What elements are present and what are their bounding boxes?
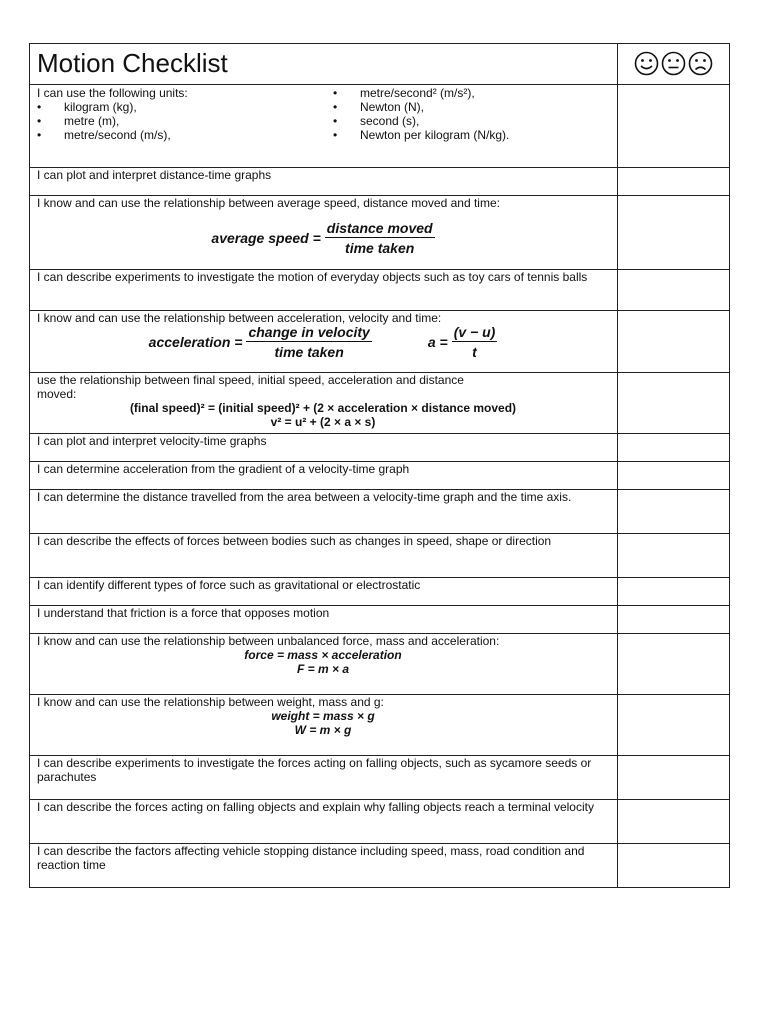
checklist-table — [29, 43, 730, 888]
statement-cell — [30, 373, 618, 434]
tick-box[interactable] — [618, 196, 730, 270]
average-speed-formula — [37, 221, 609, 255]
statement: I can plot and interpret velocity-time graphs — [30, 434, 618, 462]
formula-denominator: t — [472, 344, 477, 360]
page-title: Motion Checklist — [37, 48, 228, 78]
checklist-row — [30, 196, 730, 270]
tick-box[interactable] — [618, 756, 730, 800]
statement: I can identify different types of force such as gravitational or electrostatic — [30, 578, 618, 606]
checklist-row — [30, 168, 730, 196]
units-column-1 — [37, 100, 333, 142]
statement: I know and can use the relationship between unbalanced force, mass and acceleration: — [37, 634, 500, 648]
formula-numerator: (v − u) — [453, 324, 496, 340]
statement: use the relationship between final speed, initial speed, acceleration and distance moved: — [37, 373, 464, 401]
checklist-row — [30, 434, 730, 462]
tick-box[interactable] — [618, 434, 730, 462]
tick-box[interactable] — [618, 578, 730, 606]
unit-item: • kilogram (kg), — [37, 100, 333, 114]
tick-box[interactable] — [618, 311, 730, 373]
statement: I know and can use the relationship between weight, mass and g: — [37, 695, 384, 709]
formula-lhs: average speed = — [211, 230, 321, 246]
units-intro: I can use the following units: — [37, 86, 188, 100]
statement: I can describe experiments to investigate the motion of everyday objects such as toy cars of tennis balls — [30, 270, 618, 311]
speed-formula: (final speed)² = (initial speed)² + (2 × acceleration × distance moved) — [129, 401, 517, 415]
unit-item: • metre/second (m/s), — [37, 128, 333, 142]
tick-box[interactable] — [618, 800, 730, 844]
checklist-row — [30, 462, 730, 490]
neutral-face-icon — [661, 51, 686, 76]
tick-box[interactable] — [618, 634, 730, 695]
title-cell — [30, 44, 618, 85]
tick-box[interactable] — [618, 168, 730, 196]
checklist-row — [30, 534, 730, 578]
force-formula: force = mass × acceleration — [244, 648, 402, 662]
checklist-row — [30, 800, 730, 844]
tick-box[interactable] — [618, 695, 730, 756]
statement-cell — [30, 634, 618, 695]
tick-box[interactable] — [618, 85, 730, 168]
checklist-row — [30, 844, 730, 888]
checklist-row — [30, 578, 730, 606]
sad-face-icon — [688, 51, 713, 76]
header-row — [30, 44, 730, 85]
unit-item: • second (s), — [333, 114, 509, 128]
formula-fraction — [325, 221, 435, 255]
units-column-2 — [333, 86, 509, 142]
checklist-row — [30, 490, 730, 534]
speed-formula-symbols: v² = u² + (2 × a × s) — [270, 415, 376, 429]
acceleration-formula — [37, 325, 609, 359]
formula-denominator: time taken — [345, 240, 415, 256]
checklist-row — [30, 85, 730, 168]
statement: I know and can use the relationship between average speed, distance moved and time: — [37, 196, 500, 210]
checklist-row — [30, 634, 730, 695]
unit-item: • metre/second² (m/s²), — [333, 86, 509, 100]
tick-box[interactable] — [618, 534, 730, 578]
checklist-sheet — [29, 43, 730, 888]
statement-cell — [30, 695, 618, 756]
statement: I can describe the forces acting on falling objects and explain why falling objects reach a terminal velocity — [30, 800, 618, 844]
statement: I can determine the distance travelled from the area between a velocity-time graph and the time axis. — [30, 490, 618, 534]
statement-cell — [30, 196, 618, 270]
formula-numerator: distance moved — [326, 220, 433, 236]
force-formula-symbols: F = m × a — [296, 662, 350, 676]
weight-formula: weight = mass × g — [271, 709, 375, 723]
statement: I can describe experiments to investigate the forces acting on falling objects, such as sycamore seeds or parachutes — [30, 756, 618, 800]
unit-item: • metre (m), — [37, 114, 333, 128]
tick-box[interactable] — [618, 373, 730, 434]
statement: I can describe the factors affecting vehicle stopping distance including speed, mass, road condition and reaction time — [30, 844, 618, 888]
unit-item: • Newton (N), — [333, 100, 509, 114]
faces-cell — [618, 44, 730, 85]
checklist-row — [30, 373, 730, 434]
weight-formula-symbols: W = m × g — [294, 723, 352, 737]
checklist-row — [30, 311, 730, 373]
statement: I can describe the effects of forces between bodies such as changes in speed, shape or direction — [30, 534, 618, 578]
tick-box[interactable] — [618, 462, 730, 490]
checklist-row — [30, 756, 730, 800]
happy-face-icon — [634, 51, 659, 76]
checklist-row — [30, 606, 730, 634]
formula-fraction — [452, 325, 498, 359]
statement: I know and can use the relationship between acceleration, velocity and time: — [37, 311, 442, 325]
formula-denominator: time taken — [274, 344, 344, 360]
tick-box[interactable] — [618, 490, 730, 534]
tick-box[interactable] — [618, 844, 730, 888]
statement: I understand that friction is a force that opposes motion — [30, 606, 618, 634]
units-cell — [30, 85, 618, 168]
statement-cell — [30, 311, 618, 373]
rating-faces — [618, 44, 729, 83]
formula-fraction — [246, 325, 371, 359]
formula-numerator: change in velocity — [248, 324, 370, 340]
tick-box[interactable] — [618, 606, 730, 634]
formula-lhs: a = — [427, 334, 448, 350]
checklist-row — [30, 695, 730, 756]
unit-item: • Newton per kilogram (N/kg). — [333, 128, 509, 142]
checklist-row — [30, 270, 730, 311]
formula-lhs: acceleration = — [148, 334, 243, 350]
statement: I can plot and interpret distance-time graphs — [30, 168, 618, 196]
tick-box[interactable] — [618, 270, 730, 311]
statement: I can determine acceleration from the gradient of a velocity-time graph — [30, 462, 618, 490]
